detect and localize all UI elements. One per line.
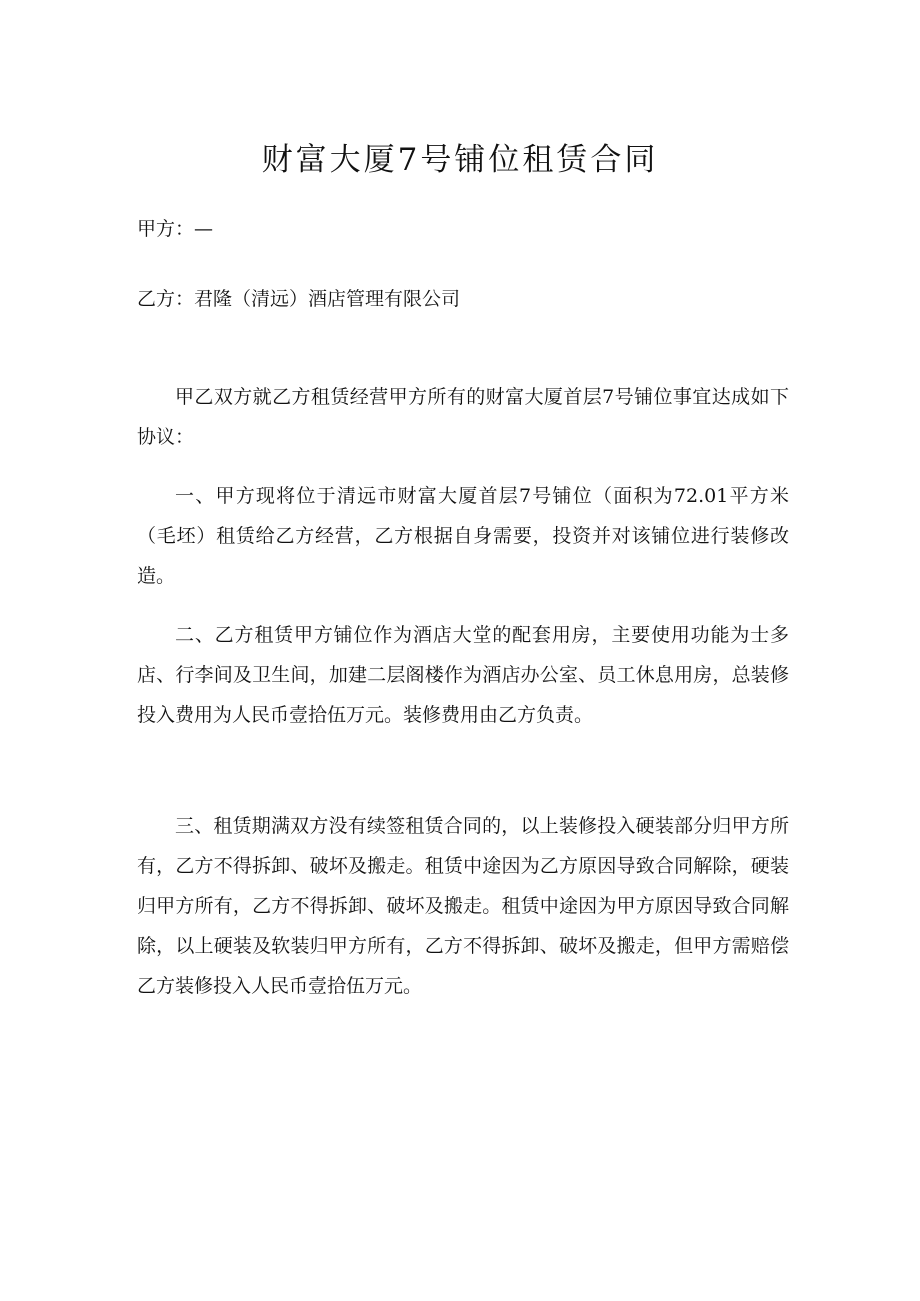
paragraph-clause-2: 二、乙方租赁甲方铺位作为酒店大堂的配套用房，主要使用功能为士多店、行李间及卫生间，加建二层阁楼作为酒店办公室、员工休息用房，总装修投入费用为人民币壹拾伍万元。装修费用由乙方负责。 (137, 624, 789, 726)
party-a-line: 甲方：— (137, 218, 214, 240)
paragraph-clause-3: 三、租赁期满双方没有续签租赁合同的，以上装修投入硬装部分归甲方所有，乙方不得拆卸、破坏及搬走。租赁中途因为乙方原因导致合同解除，硬装归甲方所有，乙方不得拆卸、破坏及搬走。租赁中途因为甲方原因导致合同解除，以上硬装及软装归甲方所有，乙方不得拆卸、破坏及搬走，但甲方需赔偿乙方装修投入人民币壹拾伍万元。 (137, 815, 789, 997)
paragraph-clause-1: 一、甲方现将位于清远市财富大厦首层7号铺位（面积为72.01平方米（毛坯）租赁给乙方经营，乙方根据自身需要，投资并对该铺位进行装修改造。 (137, 485, 789, 587)
paragraph-intro: 甲乙双方就乙方租赁经营甲方所有的财富大厦首层7号铺位事宜达成如下协议： (137, 386, 789, 448)
document-title: 财富大厦7号铺位租赁合同 (261, 142, 659, 178)
party-b-line: 乙方：君隆（清远）酒店管理有限公司 (137, 288, 461, 310)
